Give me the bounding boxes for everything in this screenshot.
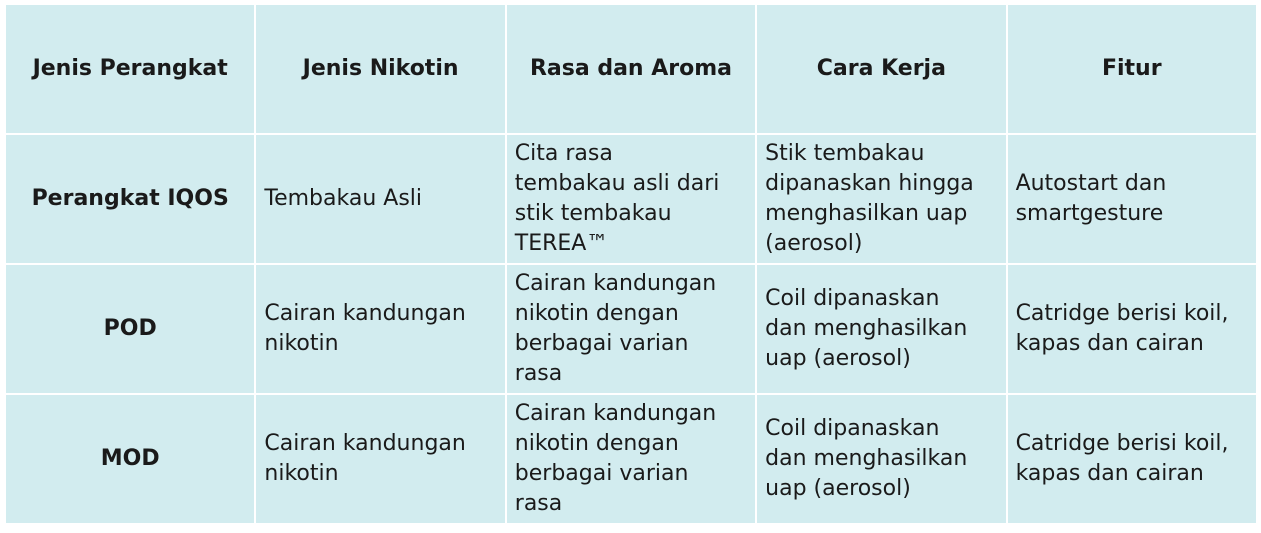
nicotine-text: Tembakau Asli — [264, 186, 423, 211]
features-text: Catridge berisi koil, kapas dan cairan — [1015, 431, 1229, 486]
nicotine-cell — [256, 135, 504, 263]
taste-text: Cita rasa tembakau asli dari stik tembakau TEREA™ — [514, 141, 720, 256]
nicotine-cell — [256, 395, 504, 523]
table-row — [6, 265, 1256, 393]
features-cell — [1008, 265, 1256, 393]
how-cell — [757, 395, 1005, 523]
device-label: Perangkat IQOS — [31, 186, 229, 211]
nicotine-text: Cairan kandungan nikotin — [264, 431, 466, 486]
features-text: Autostart dan smartgesture — [1015, 171, 1167, 226]
taste-text: Cairan kandungan nikotin dengan berbagai varian rasa — [514, 271, 717, 386]
how-cell — [757, 135, 1005, 263]
header-taste-aroma: Rasa dan Aroma — [507, 5, 755, 133]
features-cell — [1008, 135, 1256, 263]
taste-cell — [507, 135, 755, 263]
comparison-table — [4, 3, 1258, 525]
features-cell — [1008, 395, 1256, 523]
header-features: Fitur — [1008, 5, 1256, 133]
how-text: Stik tembakau dipanaskan hingga menghasilkan uap (aerosol) — [765, 141, 974, 256]
taste-cell — [507, 265, 755, 393]
how-text: Coil dipanaskan dan menghasilkan uap (aerosol) — [765, 286, 968, 371]
how-cell — [757, 265, 1005, 393]
nicotine-text: Cairan kandungan nikotin — [264, 301, 466, 356]
device-label: POD — [103, 316, 157, 341]
header-nicotine-type: Jenis Nikotin — [256, 5, 504, 133]
comparison-table-container — [4, 3, 1258, 525]
features-text: Catridge berisi koil, kapas dan cairan — [1015, 301, 1229, 356]
table-row — [6, 135, 1256, 263]
taste-text: Cairan kandungan nikotin dengan berbagai varian rasa — [514, 401, 717, 516]
row-device-name — [6, 265, 254, 393]
table-header-row — [6, 5, 1256, 133]
device-label: MOD — [100, 446, 160, 471]
row-device-name — [6, 135, 254, 263]
taste-cell — [507, 395, 755, 523]
nicotine-cell — [256, 265, 504, 393]
how-text: Coil dipanaskan dan menghasilkan uap (aerosol) — [765, 416, 968, 501]
header-device-type: Jenis Perangkat — [6, 5, 254, 133]
row-device-name — [6, 395, 254, 523]
header-how-it-works: Cara Kerja — [757, 5, 1005, 133]
table-row — [6, 395, 1256, 523]
